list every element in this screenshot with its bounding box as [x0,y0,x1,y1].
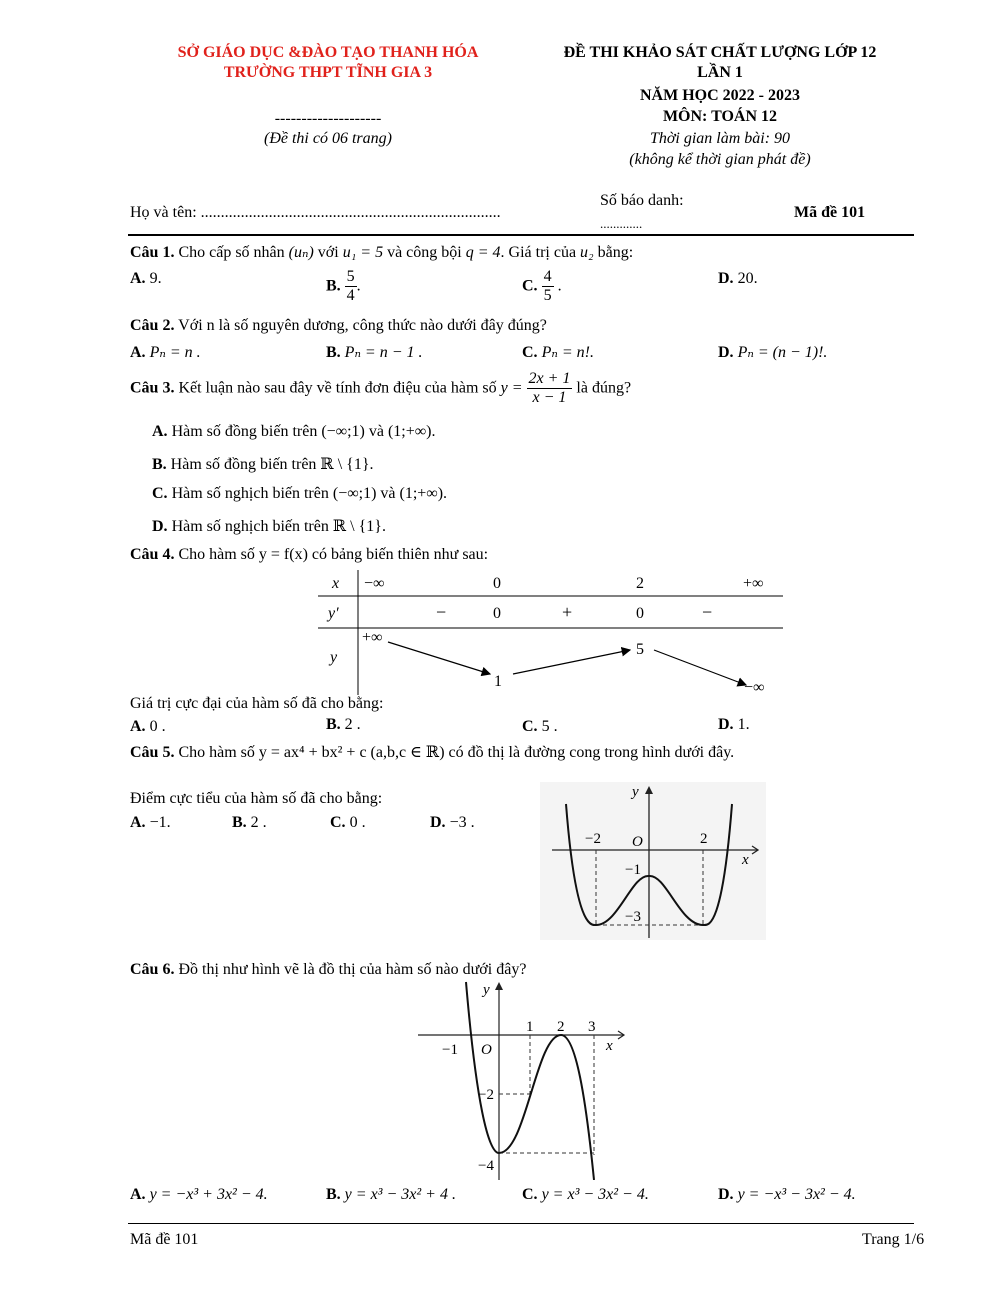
q4-question: Giá trị cực đại của hàm số đã cho bằng: [130,695,384,712]
q5-question: Điểm cực tiểu của hàm số đã cho bằng: [130,790,383,807]
q2-option-c[interactable]: C. Pₙ = n!. [522,344,594,361]
table-sign-4: 0 [636,605,644,622]
table-y-minf: −∞ [744,679,765,695]
table-x-label: x [332,575,340,592]
q5-tick-m3: −3 [625,909,641,925]
pages-note: (Đề thi có 06 trang) [264,130,392,147]
q6-tick-m4: −4 [478,1158,494,1174]
q3-option-b[interactable]: B. Hàm số đồng biến trên ℝ \ {1}. [152,456,374,473]
table-sign-5: − [702,602,713,622]
q6-origin-label: O [481,1042,492,1058]
q6-option-d[interactable]: D. y = −x³ − 3x² − 4. [718,1186,856,1203]
question-2: Câu 2. Với n là số nguyên dương, công thức nào dưới đây đúng? [130,317,547,334]
variation-table [318,570,788,695]
question-6: Câu 6. Đồ thị như hình vẽ là đồ thị của hàm số nào dưới đây? [130,961,527,978]
q3-option-a[interactable]: A. Hàm số đồng biến trên (−∞;1) và (1;+∞). [152,423,436,440]
q6-option-a[interactable]: A. y = −x³ + 3x² − 4. [130,1186,268,1203]
table-yp-label: y′ [328,605,339,622]
q5-option-c[interactable]: C. 0 . [330,814,366,831]
q6-tick-m1: −1 [442,1042,458,1058]
q4-option-a[interactable]: A. 0 . [130,718,166,735]
student-id-dots: ............. [600,216,643,231]
table-x-pinf: +∞ [743,575,764,592]
q4-option-c[interactable]: C. 5 . [522,718,558,735]
q3-option-c[interactable]: C. Hàm số nghịch biến trên (−∞;1) và (1;+∞). [152,485,448,502]
table-x-0: 0 [493,575,501,592]
question-5: Câu 5. Cho hàm số y = ax⁴ + bx² + c (a,b,c ∈ ℝ) có đồ thị là đường cong trong hình dưới đây. [130,744,735,761]
q5-origin-label: O [632,834,643,850]
footer-exam-code: Mã đề 101 [130,1231,199,1248]
exam-round: LẦN 1 [697,64,743,81]
q3-option-d[interactable]: D. Hàm số nghịch biến trên ℝ \ {1}. [152,518,386,535]
exam-title: ĐỀ THI KHẢO SÁT CHẤT LƯỢNG LỚP 12 [563,44,877,61]
q2-option-b[interactable]: B. Pₙ = n − 1 . [326,344,423,361]
q5-graph [540,782,766,940]
school-year: NĂM HỌC 2022 - 2023 [640,87,800,104]
table-sign-3: + [562,602,573,622]
q1-option-b[interactable]: B. $\frac{5}{4}$ . [326,268,361,305]
header-rule [128,234,914,236]
exam-time: Thời gian làm bài: 90 [649,130,791,147]
q5-tick-m1: −1 [625,862,641,878]
arrow-down-2 [654,650,746,685]
exam-code: Mã đề 101 [794,204,866,221]
table-sign-1: − [436,602,447,622]
table-y-max: 5 [636,641,644,658]
question-3: Câu 3. Kết luận nào sau đây về tính đơn điệu của hàm số y = $\frac{2x + 1}{x - 1}$ là đúng? [130,370,632,407]
table-y-min: 1 [494,673,502,690]
q5-option-b[interactable]: B. 2 . [232,814,267,831]
school-name: TRƯỜNG THPT TĨNH GIA 3 [223,64,433,81]
q5-option-a[interactable]: A. −1. [130,814,171,831]
q6-x-label: x [606,1038,613,1054]
q5-option-d[interactable]: D. −3 . [430,814,475,831]
q6-tick-1: 1 [526,1019,534,1035]
q1-option-a[interactable]: A. 9. [130,270,162,287]
table-sign-2: 0 [493,605,501,622]
footer-rule [128,1223,914,1224]
table-x-2: 2 [636,575,644,592]
q5-tick-m2: −2 [585,831,601,847]
question-1: Câu 1. Cho cấp số nhân (uₙ) với u₁ = 5 và công bội q = 4. Giá trị của u₂ bằng: [130,244,634,261]
q6-y-label: y [483,982,490,998]
header-dashes: -------------------- [274,110,382,127]
dept-name: SỞ GIÁO DỤC &ĐÀO TẠO THANH HÓA [177,44,479,61]
q4-option-d[interactable]: D. 1. [718,716,750,733]
question-4: Câu 4. Cho hàm số y = f(x) có bảng biến thiên như sau: [130,546,489,563]
q6-tick-2: 2 [557,1019,565,1035]
student-id-label: Số báo danh: [600,192,684,209]
q2-option-a[interactable]: A. Pₙ = n . [130,344,201,361]
arrow-down-1 [388,642,490,674]
time-note: (không kể thời gian phát đề) [629,151,811,168]
q4-option-b[interactable]: B. 2 . [326,716,361,733]
q6-option-c[interactable]: C. y = x³ − 3x² − 4. [522,1186,649,1203]
q6-tick-3: 3 [588,1019,596,1035]
q6-graph [418,980,630,1180]
q5-tick-p2: 2 [700,831,708,847]
footer-page-number: Trang 1/6 [862,1231,925,1248]
q6-tick-m2: −2 [478,1087,494,1103]
q5-y-label: y [632,784,639,800]
subject: MÔN: TOÁN 12 [662,108,778,125]
q6-option-b[interactable]: B. y = x³ − 3x² + 4 . [326,1186,456,1203]
table-x-minf: −∞ [364,575,385,592]
q1-option-d[interactable]: D. 20. [718,270,758,287]
name-field-label: Họ và tên: ........................................................................... [130,204,501,221]
table-y-pinf: +∞ [362,629,383,646]
q5-x-label: x [742,852,749,868]
table-y-label: y [330,649,338,666]
q1-option-c[interactable]: C. $\frac{4}{5}$ . [522,268,562,305]
q2-option-d[interactable]: D. Pₙ = (n − 1)!. [718,344,828,361]
arrow-up [513,650,630,674]
